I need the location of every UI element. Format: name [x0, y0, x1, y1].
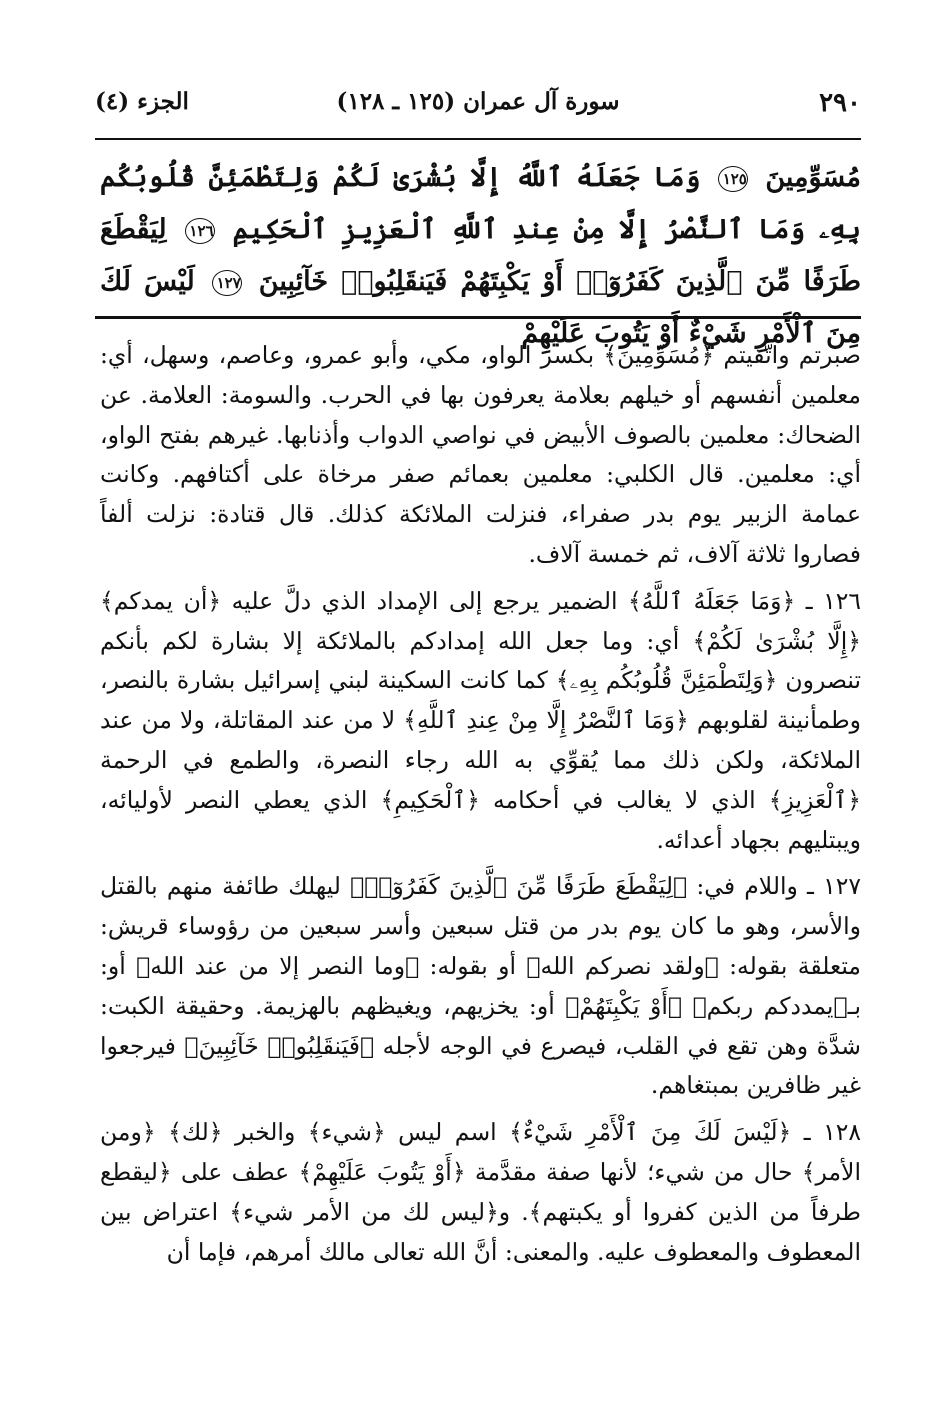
quran-verses-block: [100, 152, 861, 349]
ayah-126: وَمَا جَعَلَهُ ٱللَّهُ إِلَّا بُشْرَىٰ لَكُمْ وَلِتَطْمَئِنَّ قُلُوبُكُم بِهِۦ وَمَا ٱلنَّصْرُ إِلَّا مِنْ عِندِ ٱللَّهِ ٱلْعَزِيزِ ٱلْحَكِيمِ: [100, 162, 861, 245]
commentary-paragraph: صبرتم واتَّقيتم ﴿مُسَوِّمِينَ﴾ بكسر الواو، مكي، وأبو عمرو، وعاصم، وسهل، أي: معلمين أنفسهم أو خيلهم بعلامة يعرفون بها في الحرب. والسومة: العلامة. عن الضحاك: معلمين بالصوف الأبيض في نواصي الدواب وأذنابها. غيرهم بفتح الواو، أي: معلمين. قال الكلبي: معلمين بعمائم صفر مرخاة على أكتافهم. وكانت عمامة الزبير يوم بدر صفراء، فنزلت الملائكة كذلك. قال قتادة: نزلت ألفاً فصاروا ثلاثة آلاف، ثم خمسة آلاف.: [100, 341, 861, 568]
commentary-paragraph: ١٢٦ ـ ﴿وَمَا جَعَلَهُ ٱللَّهُ﴾ الضمير يرجع إلى الإمداد الذي دلَّ عليه ﴿أن يمدكم﴾ ﴿إِلَّا بُشْرَىٰ لَكُمْ﴾ أي: وما جعل الله إمدادكم بالملائكة إلا بشارة لكم بأنكم تنصرون ﴿وَلِتَطْمَئِنَّ قُلُوبُكُم بِهِۦ﴾ كما كانت السكينة لبني إسرائيل بشارة بالنصر، وطمأنينة لقلوبهم ﴿وَمَا ٱلنَّصْرُ إِلَّا مِنْ عِندِ ٱللَّهِ﴾ لا من عند المقاتلة، ولا من عند الملائكة، ولكن ذلك مما يُقوِّي به الله رجاء النصرة، والطمع في الرحمة ﴿ٱلْعَزِيزِ﴾ الذي لا يغالب في أحكامه ﴿ٱلْحَكِيمِ﴾ الذي يعطي النصر لأوليائه، ويبتليهم بجهاد أعدائه.: [100, 586, 861, 854]
commentary-text: [100, 336, 861, 1396]
ayah-number-marker: ١٢٧: [212, 270, 242, 296]
commentary-paragraph: ١٢٨ ـ ﴿لَيْسَ لَكَ مِنَ ٱلْأَمْرِ شَيْءٌ﴾ اسم ليس ﴿شيء﴾ والخبر ﴿لك﴾ ﴿ومن الأمر﴾ حال من شيء؛ لأنها صفة مقدَّمة ﴿أَوْ يَتُوبَ عَلَيْهِمْ﴾ عطف على ﴿ليقطع طرفاً من الذين كفروا أو يكبتهم﴾. و﴿ليس لك من الأمر شيء﴾ اعتراض بين المعطوف والمعطوف عليه. والمعنى: أنَّ الله تعالى مالك أمرهم، فإما أن: [100, 1118, 861, 1266]
verses-divider: [95, 316, 861, 319]
page-header: [95, 88, 861, 136]
header-divider: [95, 138, 861, 140]
surah-title: سورة آل عمران (١٢٥ ـ ١٢٨): [336, 88, 620, 115]
ayah-125-end: مُسَوِّمِينَ: [765, 162, 861, 193]
ayah-number-marker: ١٢٥: [718, 166, 748, 192]
juz-label: الجزء (٤): [95, 88, 189, 115]
ayah-number-marker: ١٢٦: [185, 218, 215, 244]
ayah-128-start: لَيْسَ لَكَ مِنَ ٱلْأَمْرِ شَيْءٌ أَوْ يَتُوبَ عَلَيْهِمْ: [100, 266, 861, 349]
commentary-paragraph: ١٢٧ ـ واللام في: ﴿لِيَقْطَعَ طَرَفًا مِّنَ ٱلَّذِينَ كَفَرُوٓا۟﴾ ليهلك طائفة منهم بالقتل والأسر، وهو ما كان يوم بدر من قتل سبعين وأسر سبعين من رؤوساء قريش: متعلقة بقوله: ﴿ولقد نصركم الله﴾ أو بقوله: ﴿وما النصر إلا من عند الله﴾ أو: بـ﴿يمددكم ربكم﴾ ﴿أَوْ يَكْبِتَهُمْ﴾ أو: يخزيهم، ويغيظهم بالهزيمة. وحقيقة الكبت: شدَّة وهن تقع في القلب، فيصرع في الوجه لأجله ﴿فَيَنقَلِبُوا۟ خَآئِبِينَ﴾ فيرجعوا غير ظافرين بمبتغاهم.: [100, 872, 861, 1100]
page-number: ٢٩٠: [819, 88, 861, 118]
ayah-127: لِيَقْطَعَ طَرَفًا مِّنَ ٱلَّذِينَ كَفَرُوٓا۟ أَوْ يَكْبِتَهُمْ فَيَنقَلِبُوا۟ خَآئِبِينَ: [100, 214, 861, 297]
